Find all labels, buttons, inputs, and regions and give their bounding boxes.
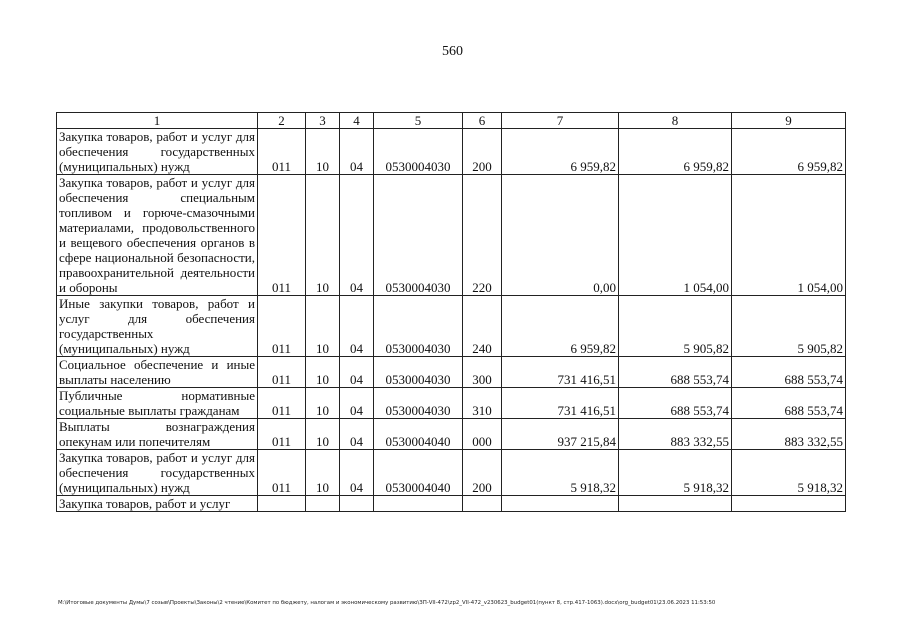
cell-expense-type: 200	[463, 450, 502, 496]
cell-target-article: 0530004030	[374, 175, 463, 296]
cell-target-article: 0530004030	[374, 296, 463, 357]
cell-subsection: 04	[340, 388, 374, 419]
row-name: Публичные нормативные социальные выплаты гражданам	[57, 388, 258, 419]
row-name: Закупка товаров, работ и услуг для обеспечения государственных (муниципальных) нужд	[57, 129, 258, 175]
table-row	[57, 419, 846, 450]
table-row	[57, 175, 846, 296]
cell-target-article	[374, 496, 463, 512]
row-name: Закупка товаров, работ и услуг	[57, 496, 258, 512]
cell-amount-7	[502, 496, 619, 512]
header-cell: 9	[732, 113, 846, 129]
cell-amount-7: 6 959,82	[502, 129, 619, 175]
row-name: Иные закупки товаров, работ и услуг для обеспечения государственных (муниципальных) нужд	[57, 296, 258, 357]
document-path-footer: M:\Итоговые документы Думы\7 созыв\Проекты\Законы\2 чтение\Комитет по бюджету, налогам и экономическому развитию\ЗП-VII-472\zp2_VII-472_v230623_budget01(пункт 8, стр.417-1063).docx\org_budget01\23.06.2023 11:53:50	[58, 600, 716, 606]
cell-amount-9: 5 918,32	[732, 450, 846, 496]
table-header-row	[57, 113, 846, 129]
cell-amount-7: 5 918,32	[502, 450, 619, 496]
table-row	[57, 388, 846, 419]
table-row	[57, 357, 846, 388]
header-cell: 5	[374, 113, 463, 129]
cell-ministry: 011	[258, 419, 306, 450]
row-name: Закупка товаров, работ и услуг для обеспечения государственных (муниципальных) нужд	[57, 450, 258, 496]
cell-expense-type: 200	[463, 129, 502, 175]
cell-target-article: 0530004040	[374, 450, 463, 496]
cell-ministry: 011	[258, 388, 306, 419]
cell-subsection	[340, 496, 374, 512]
cell-ministry: 011	[258, 296, 306, 357]
cell-expense-type	[463, 496, 502, 512]
cell-amount-9: 1 054,00	[732, 175, 846, 296]
budget-table	[56, 112, 846, 512]
cell-amount-7: 937 215,84	[502, 419, 619, 450]
cell-ministry: 011	[258, 175, 306, 296]
cell-amount-7: 0,00	[502, 175, 619, 296]
cell-section: 10	[306, 450, 340, 496]
cell-amount-7: 731 416,51	[502, 388, 619, 419]
cell-amount-8: 1 054,00	[619, 175, 732, 296]
cell-expense-type: 310	[463, 388, 502, 419]
cell-amount-8: 6 959,82	[619, 129, 732, 175]
cell-subsection: 04	[340, 175, 374, 296]
page-number: 560	[442, 44, 463, 59]
table-row	[57, 450, 846, 496]
cell-amount-7: 731 416,51	[502, 357, 619, 388]
header-cell: 7	[502, 113, 619, 129]
cell-amount-7: 6 959,82	[502, 296, 619, 357]
cell-subsection: 04	[340, 357, 374, 388]
cell-ministry: 011	[258, 129, 306, 175]
cell-amount-9	[732, 496, 846, 512]
cell-amount-8: 883 332,55	[619, 419, 732, 450]
row-name: Выплаты вознаграждения опекунам или попечителям	[57, 419, 258, 450]
cell-expense-type: 220	[463, 175, 502, 296]
cell-subsection: 04	[340, 129, 374, 175]
cell-subsection: 04	[340, 419, 374, 450]
header-cell: 6	[463, 113, 502, 129]
table-row	[57, 129, 846, 175]
cell-expense-type: 240	[463, 296, 502, 357]
cell-expense-type: 000	[463, 419, 502, 450]
cell-amount-9: 5 905,82	[732, 296, 846, 357]
cell-amount-8: 688 553,74	[619, 357, 732, 388]
cell-subsection: 04	[340, 450, 374, 496]
row-name: Социальное обеспечение и иные выплаты населению	[57, 357, 258, 388]
cell-section: 10	[306, 175, 340, 296]
cell-section: 10	[306, 419, 340, 450]
cell-section: 10	[306, 296, 340, 357]
cell-target-article: 0530004030	[374, 129, 463, 175]
header-cell: 1	[57, 113, 258, 129]
table-row	[57, 496, 846, 512]
header-cell: 3	[306, 113, 340, 129]
cell-amount-9: 6 959,82	[732, 129, 846, 175]
cell-ministry: 011	[258, 450, 306, 496]
table-row	[57, 296, 846, 357]
cell-amount-8	[619, 496, 732, 512]
cell-amount-9: 883 332,55	[732, 419, 846, 450]
cell-amount-9: 688 553,74	[732, 388, 846, 419]
cell-section	[306, 496, 340, 512]
header-cell: 8	[619, 113, 732, 129]
cell-ministry: 011	[258, 357, 306, 388]
cell-target-article: 0530004030	[374, 388, 463, 419]
row-name: Закупка товаров, работ и услуг для обеспечения специальным топливом и горюче-смазочными материалами, продовольственного и вещевого обеспечения органов в сфере национальной безопасности, правоохранительной деятельности и обороны	[57, 175, 258, 296]
cell-expense-type: 300	[463, 357, 502, 388]
cell-ministry	[258, 496, 306, 512]
header-cell: 4	[340, 113, 374, 129]
cell-subsection: 04	[340, 296, 374, 357]
cell-amount-8: 688 553,74	[619, 388, 732, 419]
header-cell: 2	[258, 113, 306, 129]
cell-section: 10	[306, 129, 340, 175]
cell-amount-8: 5 918,32	[619, 450, 732, 496]
cell-section: 10	[306, 388, 340, 419]
cell-amount-8: 5 905,82	[619, 296, 732, 357]
cell-section: 10	[306, 357, 340, 388]
cell-target-article: 0530004040	[374, 419, 463, 450]
cell-target-article: 0530004030	[374, 357, 463, 388]
cell-amount-9: 688 553,74	[732, 357, 846, 388]
